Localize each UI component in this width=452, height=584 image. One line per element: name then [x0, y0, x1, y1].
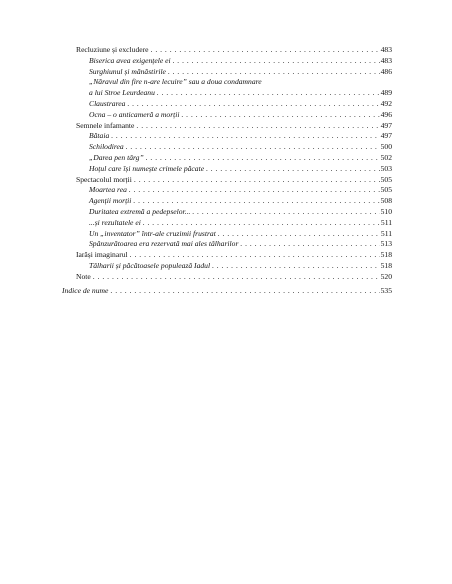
toc-subentry	[76, 196, 392, 207]
toc-subentry	[76, 67, 392, 78]
toc-page-number: 520	[380, 271, 392, 281]
dot-leader	[111, 131, 379, 142]
dot-leader	[136, 121, 379, 132]
toc-section-title: Spectacolul morții	[76, 174, 132, 184]
toc-subentry-title: Biserica avea exigențele ei	[89, 55, 171, 65]
toc-page-number: 505	[380, 174, 392, 184]
table-of-contents	[76, 45, 392, 283]
toc-subentry-title: Agenții morții	[89, 196, 132, 206]
toc-page-number: 492	[380, 98, 392, 108]
toc-section	[76, 45, 392, 56]
toc-subentry	[76, 77, 392, 99]
name-index-entry	[62, 286, 392, 297]
toc-page-number: 505	[380, 185, 392, 195]
dot-leader	[133, 196, 379, 207]
dot-leader	[130, 250, 380, 261]
toc-page-number: 486	[380, 66, 392, 76]
toc-subentry-title: Bătaia	[89, 131, 110, 141]
dot-leader	[192, 207, 379, 218]
toc-section-title: Iarăși imaginarul	[76, 250, 128, 260]
toc-page-number: 535	[380, 286, 392, 295]
toc-page-number: 489	[380, 88, 392, 98]
toc-subentry-title: Schilodirea	[89, 142, 124, 152]
toc-page-number: 483	[380, 45, 392, 54]
toc-subentry-title: Moartea rea	[89, 185, 127, 195]
toc-subentry-title: Tâlharii și păcătoasele populează Iadul	[89, 260, 211, 270]
dot-leader	[206, 164, 380, 175]
dot-leader	[157, 88, 380, 99]
dot-leader	[151, 45, 380, 56]
dot-leader	[143, 218, 380, 229]
toc-subentry	[76, 164, 392, 175]
dot-leader	[93, 272, 380, 283]
toc-page-number: 496	[380, 109, 392, 119]
toc-section-title: Semnele infamante	[76, 120, 135, 130]
toc-subentry	[76, 142, 392, 153]
toc-subentry	[76, 153, 392, 164]
dot-leader	[129, 185, 380, 196]
toc-page-number: 513	[380, 239, 392, 249]
dot-leader	[181, 110, 379, 121]
toc-subentry-title: a lui Stroe Leurdeanu	[89, 88, 155, 98]
toc-page-number: 508	[380, 196, 392, 206]
toc-subentry-title: Duritatea extremă a pedepselor...	[89, 206, 191, 216]
toc-subentry	[76, 261, 392, 272]
toc-index-title: Indice de nume	[62, 286, 109, 295]
toc-page-number: 518	[380, 260, 392, 270]
toc-section	[76, 272, 392, 283]
toc-subentry-title: Claustrarea	[89, 98, 126, 108]
toc-subentry-title-line1: „Năravul din fire n-are lecuire” sau a doua condamnare	[89, 77, 262, 87]
toc-subentry	[76, 207, 392, 218]
toc-subentry	[76, 99, 392, 110]
toc-subentry	[76, 239, 392, 250]
toc-page-number: 518	[380, 250, 392, 260]
toc-subentry	[76, 185, 392, 196]
toc-subentry-title: Ocna – o anticameră a morții	[89, 109, 180, 119]
toc-page-number: 500	[380, 142, 392, 152]
dot-leader	[146, 153, 380, 164]
toc-subentry	[76, 218, 392, 229]
toc-page-number: 497	[380, 120, 392, 130]
toc-subentry	[76, 110, 392, 121]
toc-subentry-title: Un „inventator” într-ale cruzimii frustrat	[89, 228, 216, 238]
dot-leader	[168, 67, 380, 78]
toc-page-number: 502	[380, 152, 392, 162]
dot-leader	[218, 229, 380, 240]
dot-leader	[127, 99, 379, 110]
toc-subentry	[76, 56, 392, 67]
toc-page-number: 503	[380, 163, 392, 173]
toc-subentry-title: „Darea pen târg”	[89, 152, 144, 162]
toc-page-number: 483	[380, 55, 392, 65]
dot-leader	[110, 286, 379, 297]
toc-subentry-title: Hoțul care își numește crimele păcate	[89, 163, 205, 173]
toc-section	[76, 250, 392, 261]
dot-leader	[212, 261, 380, 272]
dot-leader	[173, 56, 380, 67]
toc-page-number: 497	[380, 131, 392, 141]
toc-section-title: Note	[76, 271, 91, 281]
toc-page-number: 511	[380, 217, 392, 227]
toc-section	[76, 121, 392, 132]
dot-leader	[240, 239, 379, 250]
dot-leader	[126, 142, 380, 153]
toc-subentry	[76, 229, 392, 240]
toc-page-number: 511	[380, 228, 392, 238]
toc-section-title: Recluziune și excludere	[76, 45, 149, 54]
toc-page-number: 510	[380, 206, 392, 216]
dot-leader	[134, 175, 380, 186]
toc-section	[76, 175, 392, 186]
toc-subentry	[76, 131, 392, 142]
toc-subentry-title: ...și rezultatele ei	[89, 217, 141, 227]
toc-subentry-title: Surghiunul și mănăstirile	[89, 66, 166, 76]
toc-subentry-title: Spânzurătoarea era rezervată mai ales tâlharilor	[89, 239, 239, 249]
